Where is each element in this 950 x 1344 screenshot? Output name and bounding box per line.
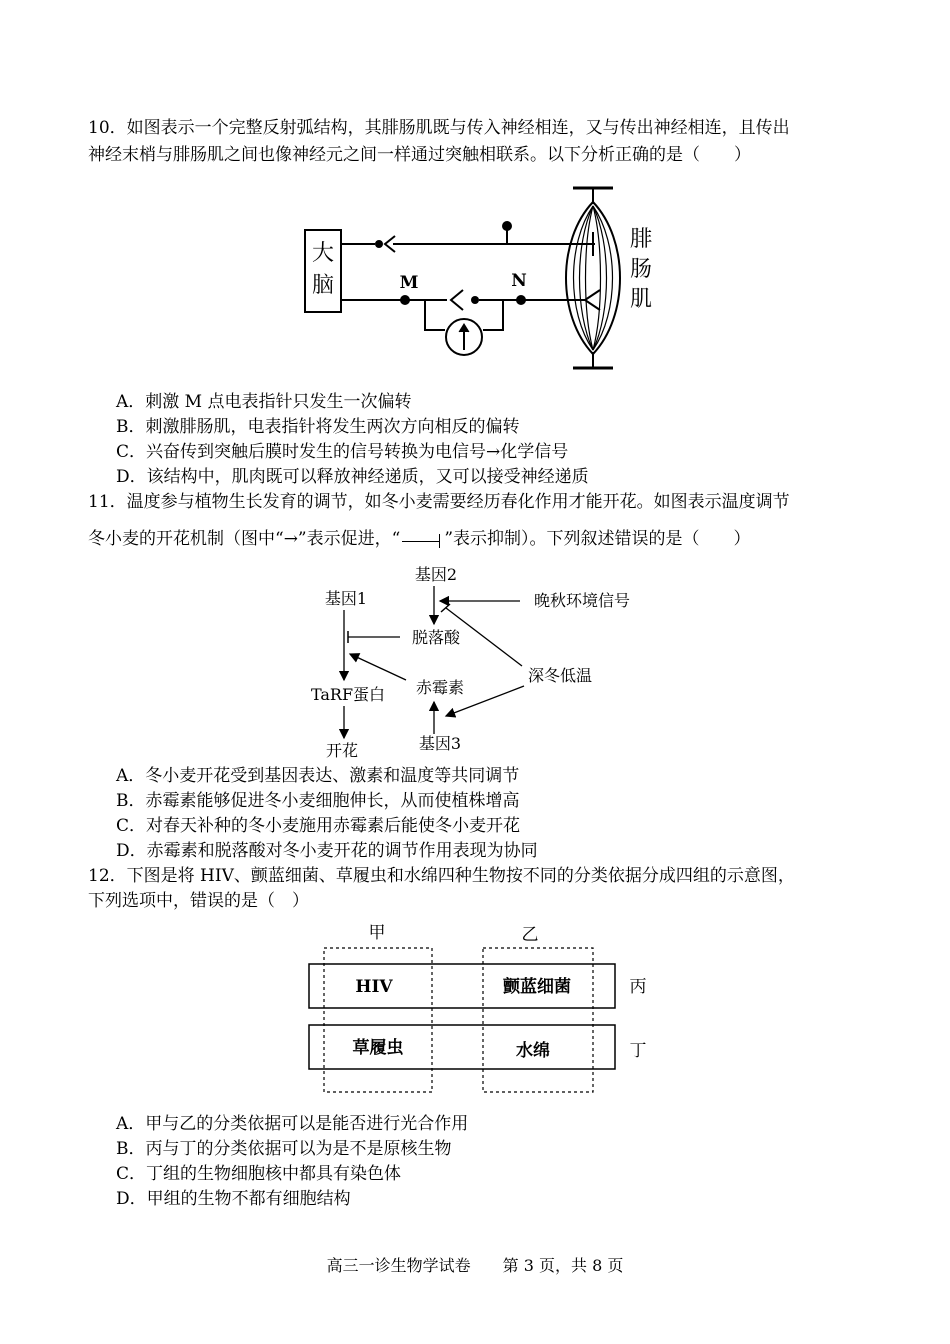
q12-stem-line2: 下列选项中，错误的是（ ） [88,891,309,911]
q11-option-d: D．赤霉素和脱落酸对冬小麦开花的调节作用表现为协同 [116,841,538,861]
q11-flowering-figure [300,562,660,762]
deep-winter-label: 深冬低温 [527,666,593,685]
taref-label: TaRF蛋白 [310,685,386,704]
q10-option-a: A．刺激 M 点电表指针只发生一次偏转 [116,392,412,412]
flowering-label: 开花 [325,741,359,760]
q10-option-c: C．兴奋传到突触后膜时发生的信号转换为电信号→化学信号 [116,442,569,462]
gene3-label: 基因3 [418,734,462,753]
q11-stem-line2-b: ”表示抑制）。下列叙述错误的是（ ） [444,529,751,549]
q10-stem-line2: 神经末梢与腓肠肌之间也像神经元之间一样通过突触相联系。以下分析正确的是（ ） [88,145,751,165]
q12-option-b: B．丙与丁的分类依据可以为是不是原核生物 [116,1139,452,1159]
point-m: M [399,273,419,293]
brain-label-1: 大 [311,241,335,266]
page-footer: 高三一诊生物学试卷 第 3 页，共 8 页 [326,1256,624,1275]
q11-stem-line1: 11．温度参与植物生长发育的调节，如冬小麦需要经历春化作用才能开花。如图表示温度调节 [88,492,790,512]
inhibit-symbol-icon [400,532,444,546]
q11-option-c: C．对春天补种的冬小麦施用赤霉素后能使冬小麦开花 [116,816,521,836]
gene1-label: 基因1 [324,589,368,608]
q11-stem-line2 [88,529,751,549]
muscle-label-1: 腓 [629,227,653,252]
point-n: N [511,271,527,291]
gene2-label: 基因2 [414,565,458,584]
q12-option-a: A．甲与乙的分类依据可以是能否进行光合作用 [116,1114,469,1134]
paramecium-label: 草履虫 [352,1038,404,1058]
q12-classification-figure [300,918,660,1098]
group-ding-label: 丁 [629,1041,647,1061]
hiv-label: HIV [355,977,393,997]
late-autumn-label: 晚秋环境信号 [533,591,631,610]
spirogyra-label: 水绵 [516,1041,550,1061]
aba-label: 脱落酸 [411,628,461,647]
q12-option-c: C．丁组的生物细胞核中都具有染色体 [116,1164,402,1184]
q12-option-d: D．甲组的生物不都有细胞结构 [116,1189,351,1209]
brain-label-2: 脑 [311,273,335,298]
group-jia-label: 甲 [368,923,386,943]
q11-stem-line2-a: 冬小麦的开花机制（图中“→”表示促进，“ [88,529,401,549]
q10-option-d: D．该结构中，肌肉既可以释放神经递质，又可以接受神经递质 [116,467,589,487]
column-jia-box [324,948,432,1092]
group-yi-label: 乙 [521,925,539,945]
column-yi-box [483,948,593,1092]
q10-stem-line1: 10．如图表示一个完整反射弧结构，其腓肠肌既与传入神经相连，又与传出神经相连，且传出 [88,118,790,138]
q11-option-b: B．赤霉素能够促进冬小麦细胞伸长，从而使植株增高 [116,791,520,811]
q10-option-b: B．刺激腓肠肌，电表指针将发生两次方向相反的偏转 [116,417,520,437]
group-bing-label: 丙 [629,977,647,997]
q10-reflex-arc-figure [295,180,675,380]
cyano-label: 颤蓝细菌 [503,977,571,997]
muscle-label-3: 肌 [629,287,653,312]
q11-option-a: A．冬小麦开花受到基因表达、激素和温度等共同调节 [116,766,520,786]
muscle-label-2: 肠 [629,257,653,282]
q12-stem-line1: 12．下图是将 HIV、颤蓝细菌、草履虫和水绵四种生物按不同的分类依据分成四组的示意图， [88,866,795,886]
ga-label: 赤霉素 [415,678,465,697]
